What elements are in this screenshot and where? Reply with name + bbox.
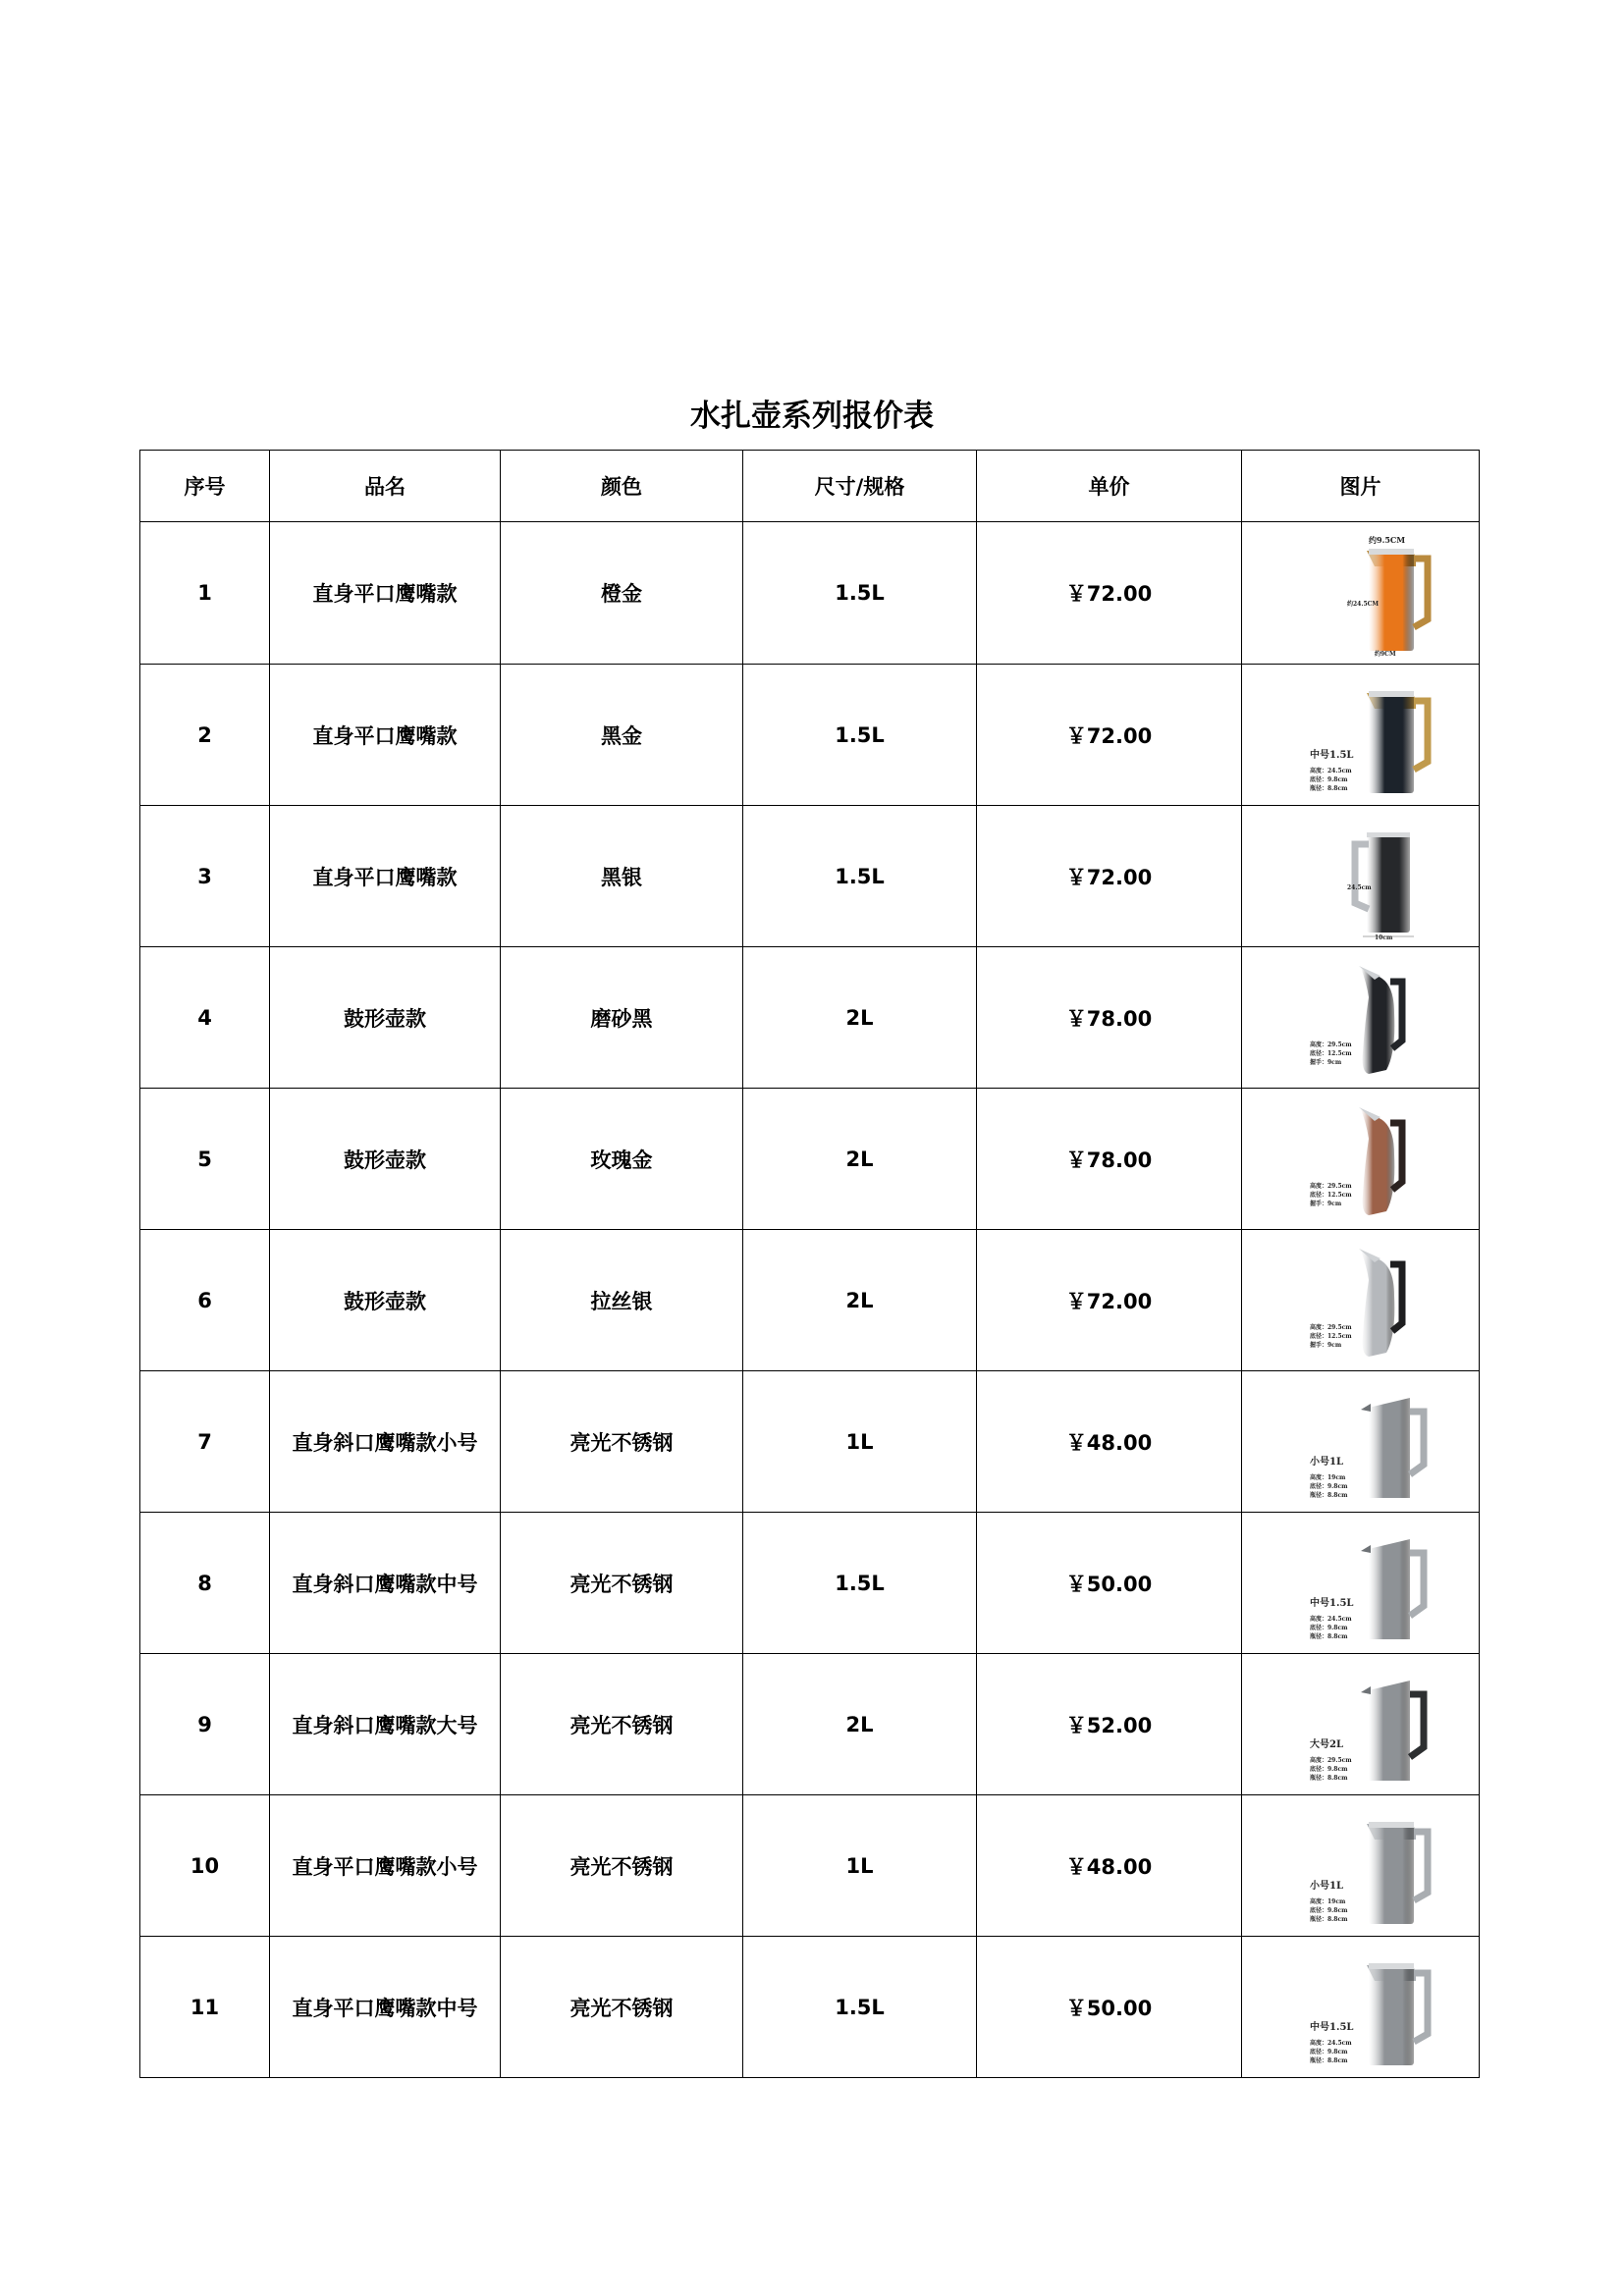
product-image-cell [1242,522,1480,665]
row-number: 6 [140,1230,270,1371]
caption-title: 中号1.5L [1309,2021,1353,2033]
product-color: 黑银 [501,806,743,947]
jug-shape [1367,691,1428,793]
product-name: 直身斜口鹰嘴款大号 [270,1654,501,1795]
dimension-side: 24.5cm [1346,883,1372,891]
product-size: 2L [743,1089,977,1230]
caption-line: 高度：19cm [1309,1897,1345,1905]
caption-title: 小号1L [1309,1456,1343,1468]
product-name: 直身斜口鹰嘴款中号 [270,1513,501,1654]
product-image [1272,813,1449,940]
product-image [1272,1237,1449,1364]
product-name: 直身平口鹰嘴款 [270,806,501,947]
product-size: 2L [743,947,977,1089]
product-size: 1.5L [743,665,977,806]
jug-shape [1361,1539,1424,1639]
unit-price: ￥72.00 [977,806,1242,947]
row-number: 8 [140,1513,270,1654]
page-title: 水扎壶系列报价表 [690,399,934,434]
table-row [140,1089,1480,1230]
product-name: 直身平口鹰嘴款 [270,665,501,806]
row-number: 7 [140,1371,270,1513]
product-image-cell [1242,947,1480,1089]
product-color: 亮光不锈钢 [501,1937,743,2078]
unit-price: ￥78.00 [977,1089,1242,1230]
product-image [1272,1802,1449,1930]
caption-line: 瓶径：8.8cm [1309,1632,1347,1640]
product-image [1272,1661,1449,1789]
row-number: 3 [140,806,270,947]
product-image [1272,954,1449,1082]
unit-price: ￥50.00 [977,1937,1242,2078]
row-number: 2 [140,665,270,806]
row-number: 10 [140,1795,270,1937]
header-size: 尺寸/规格 [743,451,977,522]
caption-title: 中号1.5L [1309,749,1353,761]
caption-line: 瓶径：8.8cm [1309,1491,1347,1499]
caption-title: 小号1L [1309,1880,1343,1892]
product-name: 鼓形壶款 [270,1089,501,1230]
jug-shape [1367,1822,1428,1924]
product-size: 1.5L [743,806,977,947]
table-row [140,1654,1480,1795]
table-body [140,522,1480,2078]
product-name: 直身平口鹰嘴款 [270,522,501,665]
row-number: 11 [140,1937,270,2078]
caption-line: 握手：9cm [1309,1341,1341,1349]
caption-line: 高度：29.5cm [1309,1041,1352,1048]
caption-line: 高度：29.5cm [1309,1323,1352,1331]
product-image-cell [1242,1089,1480,1230]
product-image [1272,1520,1449,1647]
caption-line: 高度：29.5cm [1309,1182,1352,1190]
caption-line: 高度：29.5cm [1309,1756,1352,1764]
caption-line: 底径：12.5cm [1309,1332,1352,1340]
product-color: 亮光不锈钢 [501,1795,743,1937]
caption-line: 底径：12.5cm [1309,1191,1352,1199]
caption-line: 底径：9.8cm [1309,775,1347,783]
row-number: 1 [140,522,270,665]
caption-line: 高度：24.5cm [1309,1615,1352,1623]
product-size: 2L [743,1230,977,1371]
jug-shape [1367,549,1428,651]
product-size: 1L [743,1795,977,1937]
product-image-cell [1242,1230,1480,1371]
caption-line: 底径：12.5cm [1309,1049,1352,1057]
caption-line: 瓶径：8.8cm [1309,784,1347,792]
product-image-cell [1242,1937,1480,2078]
caption-line: 底径：9.8cm [1309,1624,1347,1631]
product-image-cell [1242,665,1480,806]
row-number: 5 [140,1089,270,1230]
caption-line: 高度：19cm [1309,1473,1345,1481]
caption-title: 大号2L [1309,1738,1343,1750]
jug-shape [1359,966,1402,1074]
unit-price: ￥52.00 [977,1654,1242,1795]
caption-line: 底径：9.8cm [1309,1482,1347,1490]
product-color: 亮光不锈钢 [501,1654,743,1795]
product-image-cell [1242,1795,1480,1937]
unit-price: ￥78.00 [977,947,1242,1089]
header-price: 单价 [977,451,1242,522]
caption-title: 中号1.5L [1309,1597,1353,1609]
dimension-side: 约24.5CM [1346,601,1379,608]
jug-shape [1361,1681,1424,1781]
table-header-row [140,451,1480,522]
product-name: 直身平口鹰嘴款中号 [270,1937,501,2078]
product-image [1272,671,1449,799]
product-color: 黑金 [501,665,743,806]
caption-line: 瓶径：8.8cm [1309,1774,1347,1782]
header-color: 颜色 [501,451,743,522]
product-size: 1L [743,1371,977,1513]
table-row [140,1371,1480,1513]
table-row [140,1937,1480,2078]
unit-price: ￥48.00 [977,1795,1242,1937]
dimension-top: 约9.5CM [1368,535,1405,545]
product-name: 直身斜口鹰嘴款小号 [270,1371,501,1513]
product-size: 1.5L [743,1937,977,2078]
caption-line: 瓶径：8.8cm [1309,1915,1347,1923]
product-name: 鼓形壶款 [270,947,501,1089]
jug-shape [1361,1398,1424,1498]
product-image-cell [1242,806,1480,947]
product-image-cell [1242,1513,1480,1654]
dimension-bottom: 10cm [1374,934,1392,940]
product-color: 亮光不锈钢 [501,1371,743,1513]
table-row [140,1795,1480,1937]
product-size: 2L [743,1654,977,1795]
product-name: 直身平口鹰嘴款小号 [270,1795,501,1937]
unit-price: ￥72.00 [977,1230,1242,1371]
caption-line: 底径：9.8cm [1309,1906,1347,1914]
header-image: 图片 [1242,451,1480,522]
product-color: 橙金 [501,522,743,665]
table-row [140,947,1480,1089]
table-row [140,806,1480,947]
product-image [1272,1378,1449,1506]
product-name: 鼓形壶款 [270,1230,501,1371]
caption-line: 瓶径：8.8cm [1309,2056,1347,2064]
row-number: 9 [140,1654,270,1795]
product-image [1272,1944,1449,2071]
dimension-bottom: 约9CM [1374,651,1396,657]
product-color: 磨砂黑 [501,947,743,1089]
jug-shape [1359,1107,1402,1215]
product-image-cell [1242,1371,1480,1513]
product-color: 拉丝银 [501,1230,743,1371]
header-name: 品名 [270,451,501,522]
header-no: 序号 [140,451,270,522]
table-row [140,522,1480,665]
row-number: 4 [140,947,270,1089]
caption-line: 底径：9.8cm [1309,2048,1347,2056]
jug-shape [1367,1963,1428,2065]
caption-line: 高度：24.5cm [1309,2039,1352,2047]
price-table [139,450,1480,2078]
caption-line: 高度：24.5cm [1309,767,1352,774]
product-color: 亮光不锈钢 [501,1513,743,1654]
caption-line: 底径：9.8cm [1309,1765,1347,1773]
unit-price: ￥48.00 [977,1371,1242,1513]
product-color: 玫瑰金 [501,1089,743,1230]
table-row [140,1513,1480,1654]
product-size: 1.5L [743,1513,977,1654]
unit-price: ￥50.00 [977,1513,1242,1654]
unit-price: ￥72.00 [977,665,1242,806]
table-row [140,665,1480,806]
jug-shape [1359,1249,1402,1357]
product-image [1272,1095,1449,1223]
product-size: 1.5L [743,522,977,665]
table-row [140,1230,1480,1371]
product-image-cell [1242,1654,1480,1795]
caption-line: 握手：9cm [1309,1058,1341,1066]
product-image [1272,529,1449,657]
unit-price: ￥72.00 [977,522,1242,665]
caption-line: 握手：9cm [1309,1200,1341,1207]
